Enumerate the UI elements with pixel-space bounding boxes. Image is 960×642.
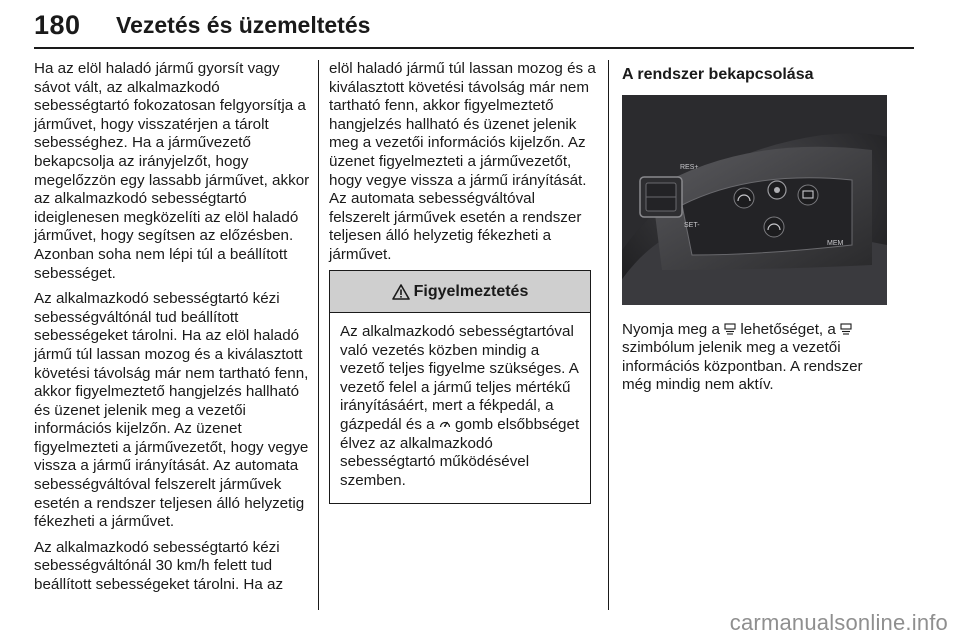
paragraph (622, 321, 892, 395)
mem-label: MEM (827, 239, 844, 247)
set-label: SET- (684, 221, 700, 229)
chapter-title: Vezetés és üzemeltetés (116, 12, 371, 38)
paragraph: Ha az elöl haladó jármű gyorsít vagy sávot vált, az alkalmazkodó sebességtartó fokozatosan felgyorsítja a járművet, hogy visszatérjen a tárolt sebességhez. Ha a járművezető bekapcsolja az irányjelzőt, hogy megelőzzön egy lassabb járművet, akkor az alkalmazkodó sebességtartó ideiglenesen megközelíti az elöl haladó járművet, hogy segítsen az előzésben. Azonban soha nem lépi túl a beállított sebességet. (34, 60, 310, 282)
page-header (34, 0, 914, 52)
text-part: lehetőséget, a (740, 320, 836, 338)
warning-box (329, 270, 591, 504)
paragraph: Az alkalmazkodó sebességtartó kézi sebességváltónál 30 km/h felett tud beállított sebességeket tárolni. Ha az (34, 538, 284, 594)
warning-title: Figyelmeztetés (413, 282, 529, 300)
column-divider (608, 60, 609, 610)
paragraph: elöl haladó jármű túl lassan mozog és a kiválasztott követési távolság már nem tartható fenn, akkor figyelmeztető hangjelzés hallható és üzenet jelenik meg a vezetői információs kijelzőn. Az üzenet figyelmezteti a járművezetőt, hogy vegye vissza a jármű irányítását. Az automata sebességváltóval felszerelt járművek esetén a rendszer teljesen álló helyzetig fékezheti a járművet. (329, 60, 596, 263)
watermark: carmanualsonline.info (729, 610, 948, 635)
warning-text-part: Az alkalmazkodó sebességtartóval való vezetés közben mindig a vezető teljes figyelme szükséges. A vezető felel a jármű teljes mértékű irányításáért, mert a fékpedál, a gázpedál és a (340, 323, 579, 433)
warning-text (330, 313, 590, 490)
text-part: Nyomja meg a (622, 320, 720, 338)
header-divider (34, 47, 914, 49)
text-column-2 (329, 60, 597, 272)
text-column-3 (622, 60, 892, 402)
res-label: RES+ (680, 163, 699, 171)
page-number: 180 (34, 10, 81, 40)
warning-header (330, 271, 590, 313)
section-title: A rendszer bekapcsolása (622, 66, 814, 83)
text-part: szimbólum jelenik meg a vezetői információs központban. A rendszer még mindig nem aktív. (622, 339, 863, 394)
paragraph: Az alkalmazkodó sebességtartó kézi sebességváltónál tud beállított sebességeket tárolni. Ha az elöl haladó jármű túl lassan mozog és a kiválasztott követési távolság már nem tartható fenn, akkor figyelmeztető hangjelzés hallható és üzenet jelenik meg a vezetői információs kijelzőn. Az üzenet figyelmezteti a járművezetőt, hogy vegye vissza a jármű irányítását. Az automata sebességváltóval felszerelt járművek esetén a rendszer teljesen álló helyzetig fékezheti a járművet. (34, 290, 309, 531)
adaptive-cruise-icon (724, 323, 736, 335)
cruise-speed-icon (439, 418, 451, 430)
steering-wheel-controls-photo (622, 95, 887, 305)
adaptive-cruise-icon (840, 323, 852, 335)
steering-wheel-illustration (622, 95, 887, 305)
column-divider (318, 60, 319, 610)
warning-triangle-icon (392, 284, 410, 300)
text-column-1 (34, 60, 310, 602)
warning-text-part: gomb elsőbbséget élvez az alkalmazkodó sebességtartó működésével szemben. (340, 415, 580, 489)
